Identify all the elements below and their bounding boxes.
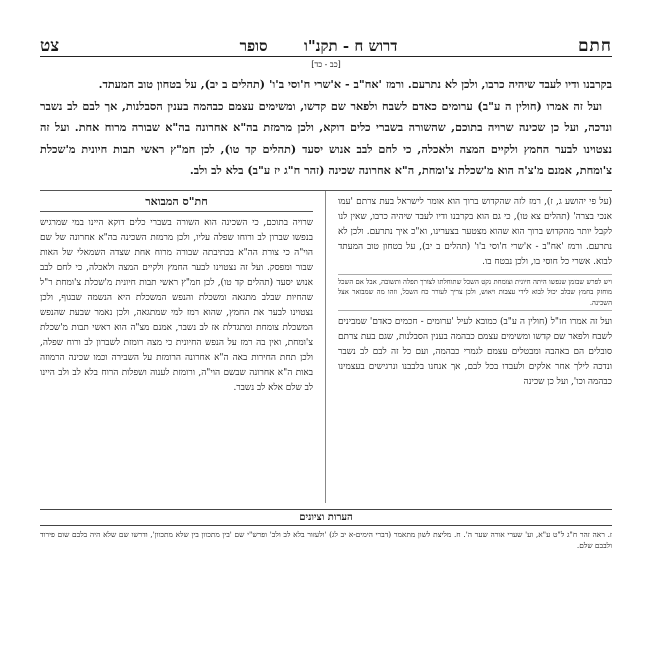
commentary-right-text-2: ועל זה אמרו חז"ל (חולין ה ע"ב) כמובא לעיל 'ערומים - חכמים כאדם' שמבינים לשבח ולפאר שם קדשו ומשימים עצמם כבהמה בענין הסבלנות, שגם בעת צרתם סובלים הם באהבה ומבטלים עצמם לגמרי כבהמה, ועם כל זה לבם לב נשבר ונדכה לילך אחר אלקים ולעבדו בכל לבם, אך אנחנו בלבבנו ונרגישים בעצמינו כבהמה וכו', ועל כן שכינה (338, 317, 612, 387)
commentary-right-column (326, 191, 612, 503)
main-text (40, 74, 612, 182)
commentary-section (40, 190, 612, 503)
header-book-title: חתם (577, 36, 612, 56)
page-reference: [כב - כד] (311, 60, 341, 69)
header-section-name: דרוש ח - תקנ"ו (304, 37, 398, 55)
notes-text: ז. ראה זהר ח"ג ל"ט ע"א, וע' שערי אורה שער ה'. ח. מליצת לשון מתאמר (דברי הימים-א יב לג) 'ולעזור בלא לב ולב' ופרש"י שם 'בין מתכוון בין שלא מתכוון', ודרשו שם שלא היה בלבם שום פירוד ולבבם שלם. (40, 529, 612, 550)
commentary-left-column (40, 191, 326, 503)
header-section-title (59, 37, 578, 56)
main-paragraph-1: בקרבנו ודיו לעבד שיהיה כרבו, ולכן לא נתרעם. ורמז 'אח"ב - א'שרי ח'וסי ב'ו' (תהלים ב יב), על בטחון טוב המעתד. (98, 77, 612, 91)
commentary-left-text: שרויה בתוכם, כי השכינה הוא השורה בשברי כלים דוקא היינו במי שמרגיש בנפשו שברון לב ורוחו שפלה עליו, ולכן מרמזת השכינה בה"א אחרונה של שם הוי"ה כי צורת הה"א בכתיבתה שבורה מרוח אחת שצדה השמאלי של האות שבור ומפסק. ועל זה נצטוינו לבער החמץ ולקיים המצה ולאכלה, כי לחם לבב אנוש יסעד (תהלים קד טו), לכן חמ"ץ ראשי תבות חיונית מ'שכלת צ'ומחת ר"ל שהחיות שבלב מתגאה ומשכלת והנפש המשכלת היא הנשמה שבגוף, ולכן נצטוינו לבער את החמץ, שהוא רמז למי שמתגאה, ולכן נאמר שבעת שהנפש המשכלת צומחת ומתגדלת אז לב נשבר, אמנם מצ"ה הוא ראשי תבות מ'שכלת צ'ומחת, ואין בה רמז על הנפש החיונית כי מצה רומזת לשברון לב ורוח שפלה, ולכן תחת החירות באה ה"א אחרונה הרומזת על השבירה וכמו שכינה הרמוזה באות ה"א אחרונה שבשם הוי"ה, ורומזת לענוה ושפלות הרוח בלא לב ולב היינו לב שלם אלא לב נשבר. (40, 217, 313, 393)
commentary-right-text-1: (על פי יהושע ג, ז), רמז לזה שהקדוש ברוך הוא אומר לישראל בעת צרתם 'עמו אנכי בצרה' (תהלים צא טו), כי גם הוא בקרבנו ודיו לעבד שיהיה כרבו, שאין לנו לקבל יותר מהקדוש ברוך הוא שהוא מצטער בצערינו, וא"כ איך נתרעם. ולכן לא נתרעם. ורמז 'אח"ב - א'שרי ח'וסי ב'ו' (תהלים ב יב), על בטחון טוב המעתד לבוא. אשרי כל חוסי בו, ולכן נבטח בו. (338, 196, 612, 267)
header-page-number: צט (40, 36, 60, 56)
notes-title: הערות וציונים (40, 509, 612, 526)
commentary-title: חת"ס המבואר (40, 195, 313, 212)
commentary-inner-note: ויש לפרש שבזמן שנפשו היתה חיונית וצומחת נקט השכל שתוחלתו לצורך תפלה ותשובה, אבל אם השכל מוחזק בחמץ שבלב יכול לבוא לידי עצבות ויאוש, ולכן צריך לעורר כח השכל, וזהו מה שמבואר אצל השכינה. (338, 274, 612, 312)
header-author-name: סופר (239, 37, 268, 55)
page-header (40, 22, 612, 57)
main-paragraph-2: ועל זה אמרו (חולין ה ע"ב) ערומים כאדם לשבח ולפאר שם קדשו, ומשימים עצמם כבהמה בענין הסבלנות, אך לבם לב נשבר ונדכה, ועל כן שכינה שרויה בתוכם, שהשורה בשברי כלים דוקא, ולכן מרמזת בה"א אחרונה בה"א שבורה מרוח אחת. ועל זה נצטוינו לבער החמץ ולקיים המצה ולאכלה, כי לחם לבב אנוש יסעד (תהלים קד טו), לכן חמ"ץ ראשי תבות חיונית מ'שכלת צ'ומחת, אמנם מ'צ'ה הוא מ'שכלת צ'ומחת, ה"א אחרונה שכינה (זהר ח"ג יז ע"ב) בלא לב ולב. (40, 98, 612, 177)
